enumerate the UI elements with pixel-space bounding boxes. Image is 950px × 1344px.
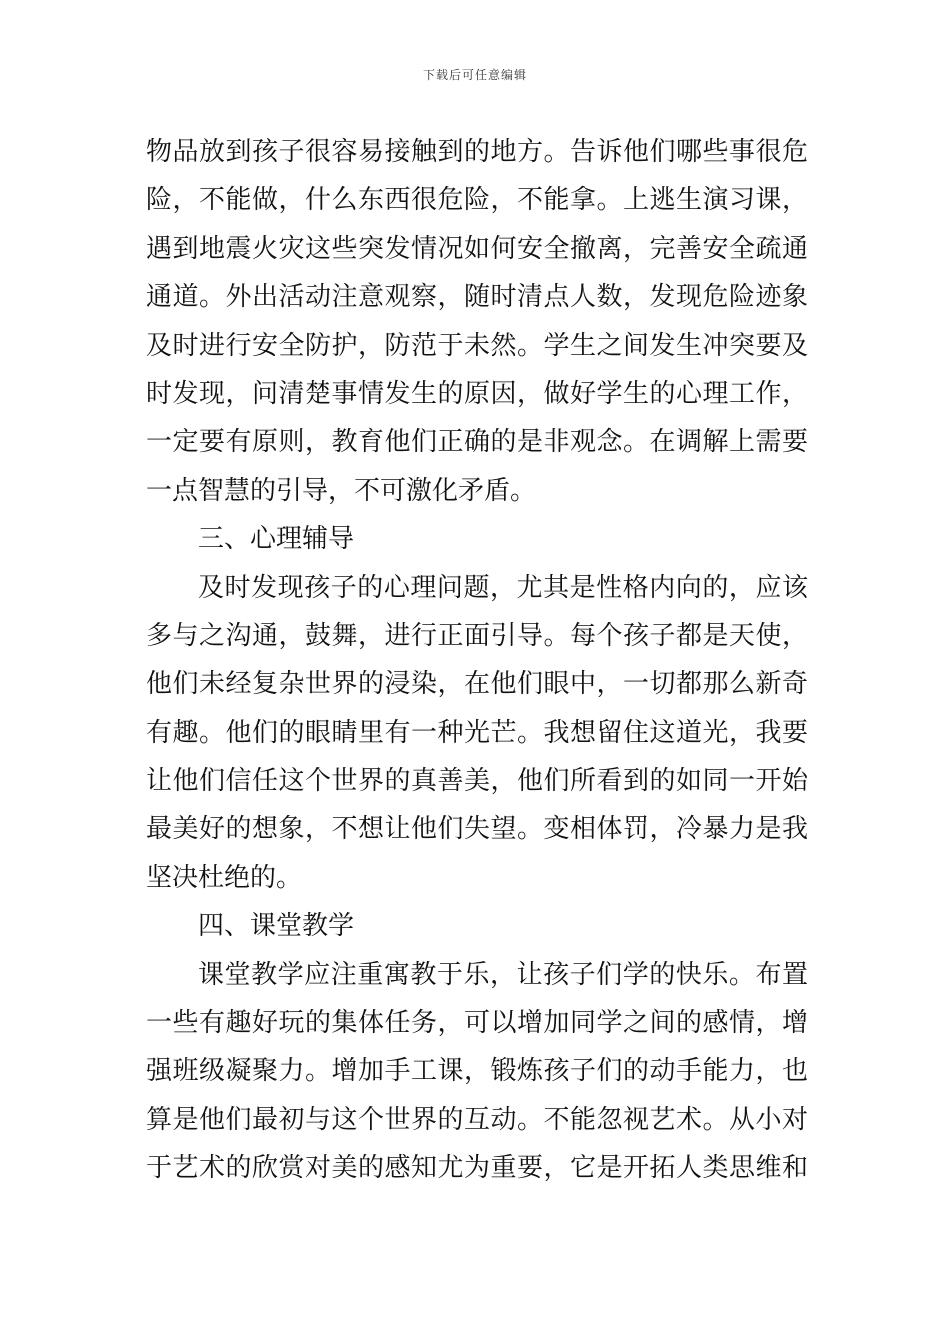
text-line: 时发现，问清楚事情发生的原因，做好学生的心理工作， xyxy=(146,378,808,409)
text-line: 课堂教学应注重寓教于乐，让孩子们学的快乐。布置 xyxy=(198,959,808,990)
text-line: 一点智慧的引导，不可激化矛盾。 xyxy=(146,475,537,506)
text-line: 有趣。他们的眼睛里有一种光芒。我想留住这道光，我要 xyxy=(146,717,808,748)
header-note: 下载后可任意编辑 xyxy=(422,68,527,82)
text-line: 于艺术的欣赏对美的感知尤为重要，它是开拓人类思维和 xyxy=(146,1153,808,1184)
text-line: 一定要有原则，教育他们正确的是非观念。在调解上需要 xyxy=(146,427,808,458)
section-heading: 三、心理辅导 xyxy=(198,524,355,555)
text-line: 险，不能做，什么东西很危险，不能拿。上逃生演习课， xyxy=(146,185,808,216)
text-line: 他们未经复杂世界的浸染，在他们眼中，一切都那么新奇 xyxy=(146,669,808,700)
section-heading: 四、课堂教学 xyxy=(198,911,355,942)
text-line: 多与之沟通，鼓舞，进行正面引导。每个孩子都是天使， xyxy=(146,620,808,651)
text-line: 让他们信任这个世界的真善美，他们所看到的如同一开始 xyxy=(146,766,808,797)
document-body xyxy=(146,128,808,1193)
text-line: 坚决杜绝的。 xyxy=(146,862,303,893)
text-line: 及时发现孩子的心理问题，尤其是性格内向的，应该 xyxy=(198,572,808,603)
text-line: 遇到地震火灾这些突发情况如何安全撤离，完善安全疏通 xyxy=(146,233,808,264)
text-line: 一些有趣好玩的集体任务，可以增加同学之间的感情，增 xyxy=(146,1008,808,1039)
text-line: 及时进行安全防护，防范于未然。学生之间发生冲突要及 xyxy=(146,330,808,361)
text-line: 算是他们最初与这个世界的互动。不能忽视艺术。从小对 xyxy=(146,1104,808,1135)
text-line: 最美好的想象，不想让他们失望。变相体罚，冷暴力是我 xyxy=(146,814,808,845)
text-line: 物品放到孩子很容易接触到的地方。告诉他们哪些事很危 xyxy=(146,137,808,167)
text-line: 强班级凝聚力。增加手工课，锻炼孩子们的动手能力，也 xyxy=(146,1056,808,1087)
text-line: 通道。外出活动注意观察，随时清点人数，发现危险迹象 xyxy=(146,282,808,313)
